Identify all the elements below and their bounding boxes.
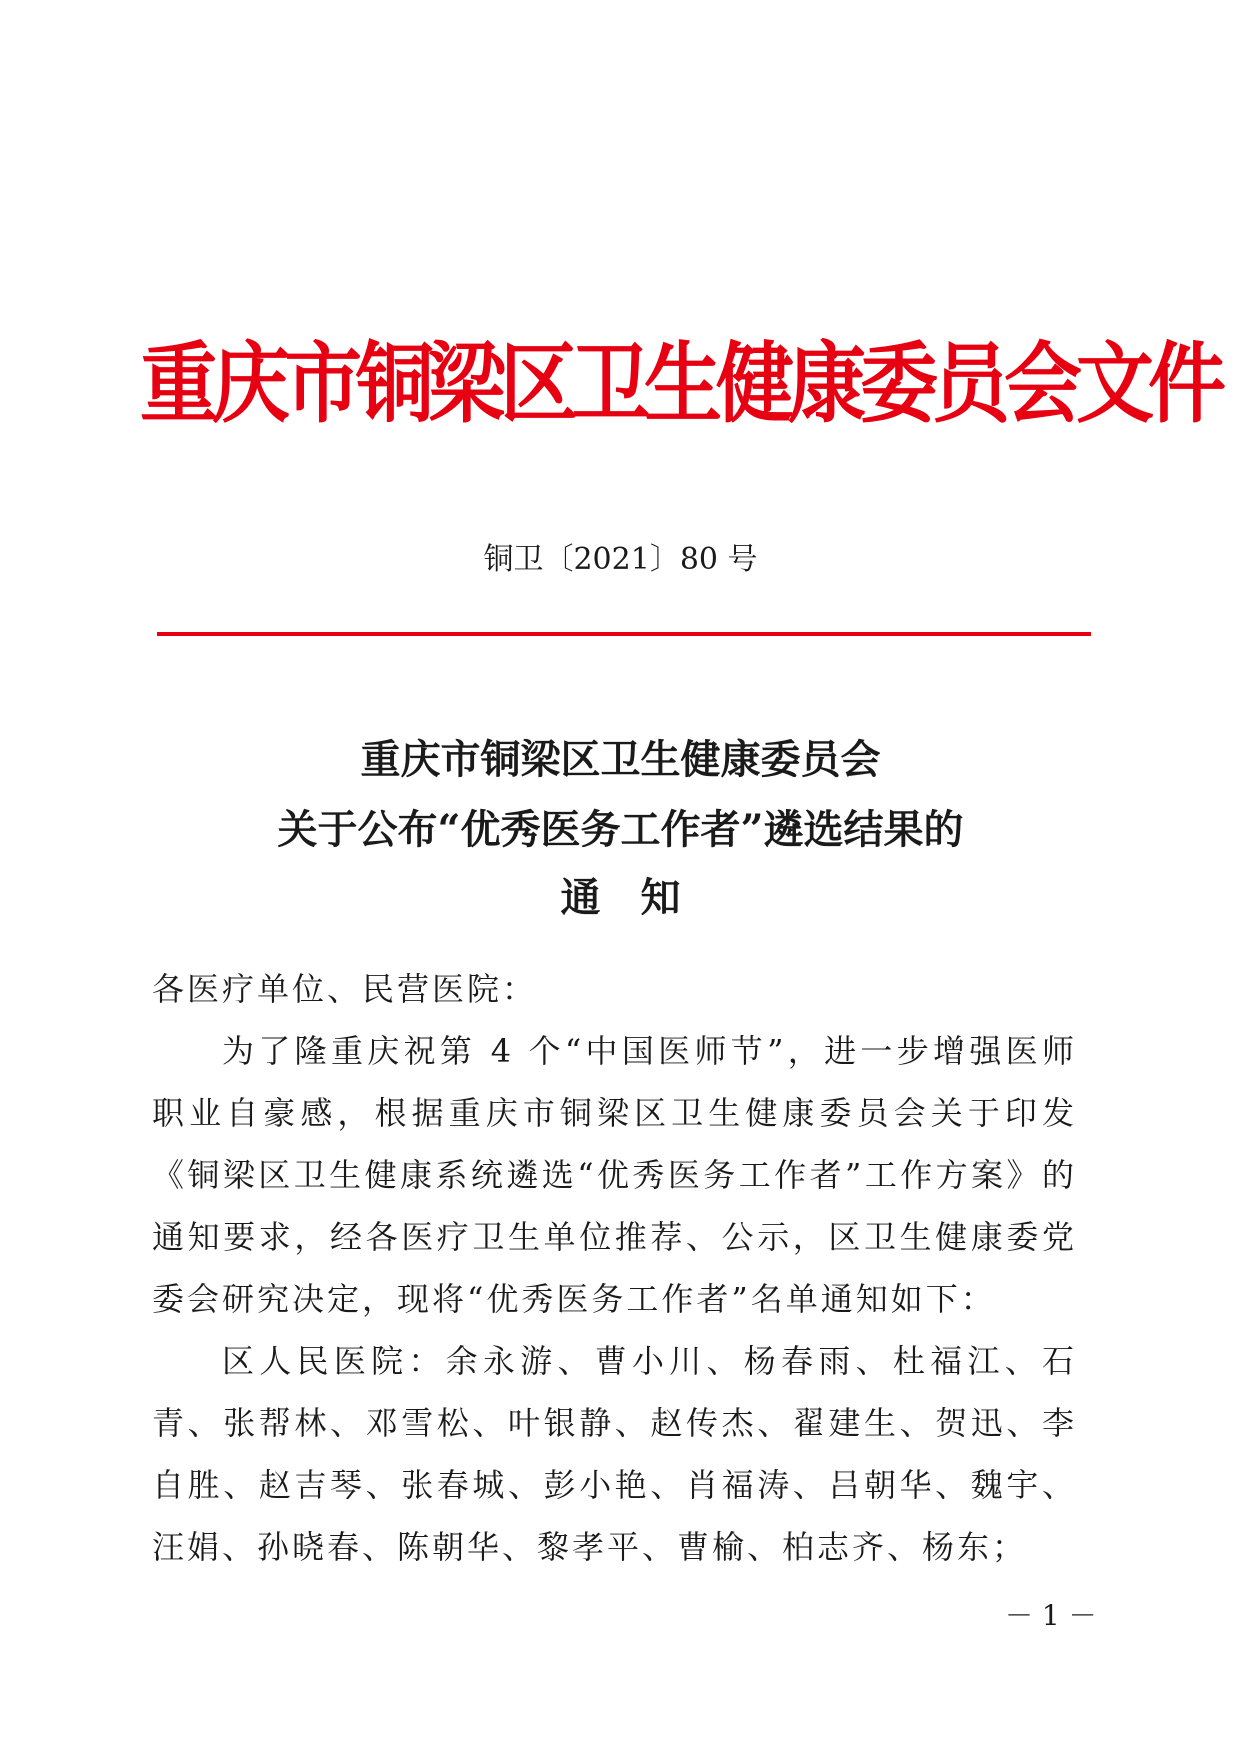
notice-title-line3: 通知 xyxy=(560,874,721,921)
notice-title-line2: 关于公布“优秀医务工作者”遴选结果的 xyxy=(277,806,964,853)
paragraph-intro: 为了隆重庆祝第 4 个“中国医师节”，进一步增强医师职业自豪感，根据重庆市铜梁区卫生健康委员会关于印发《铜梁区卫生健康系统遴选“优秀医务工作者”工作方案》的通知要求，经各医疗卫生单位推荐、公示，区卫生健康委党委会研究决定，现将“优秀医务工作者”名单通知如下： xyxy=(152,1032,1077,1318)
paragraph-hospital-list: 区人民医院：余永游、曹小川、杨春雨、杜福江、石青、张帮林、邓雪松、叶银静、赵传杰、翟建生、贺迅、李自胜、赵吉琴、张春城、彭小艳、肖福涛、吕朝华、魏宇、汪娟、孙晓春、陈朝华、黎孝平、曹榆、柏志齐、杨东； xyxy=(152,1342,1077,1566)
notice-title-line1: 重庆市铜梁区卫生健康委员会 xyxy=(360,736,881,783)
page-number: － 1 － xyxy=(1005,1599,1097,1632)
document-number: 铜卫〔2021〕80 号 xyxy=(483,542,758,577)
salutation: 各医疗单位、民营医院： xyxy=(152,970,538,1008)
red-header-title: 重庆市铜梁区卫生健康委员会文件 xyxy=(140,334,1221,436)
red-divider-line xyxy=(157,632,1091,636)
